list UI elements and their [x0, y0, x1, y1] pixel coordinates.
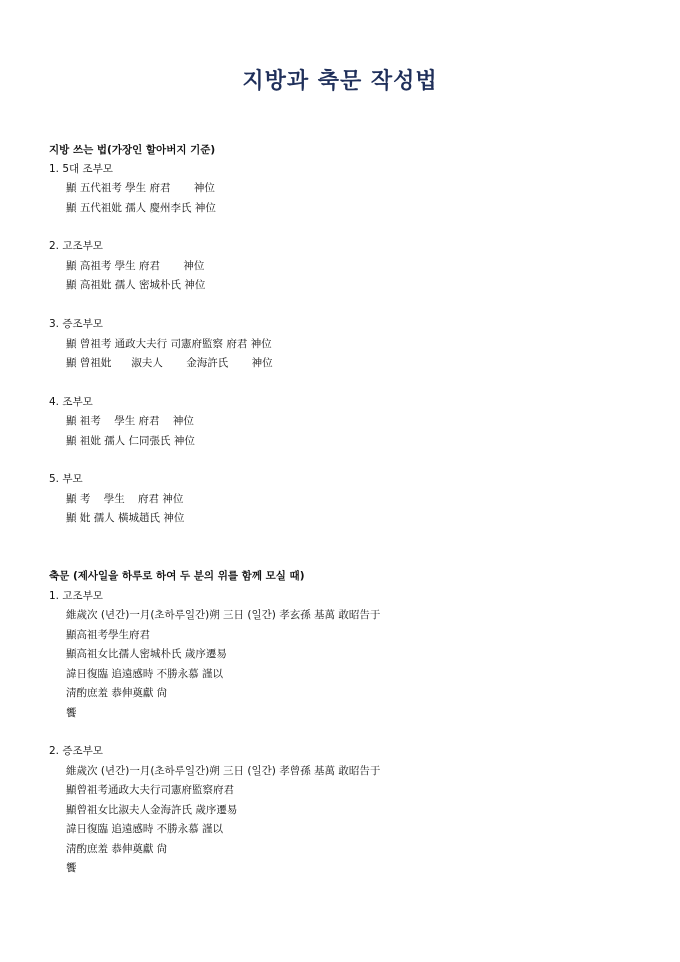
chukmun-item-2-line-1: 維歲次 (년간)一月(초하루일간)朔 三日 (일간) 孝曾孫 基萬 敢昭告于: [66, 765, 381, 777]
jibang-item-3-label: 3. 증조부모: [49, 318, 103, 330]
jibang-item-2-line-2: 顯 高祖妣 孺人 密城朴氏 神位: [66, 279, 206, 291]
chukmun-heading: 축문 (제사일을 하루로 하여 두 분의 위를 함께 모실 때): [49, 570, 305, 582]
chukmun-item-2-line-3: 顯曾祖女比淑夫人金海許氏 歲序遷易: [66, 804, 238, 816]
jibang-item-3-line-1: 顯 曾祖考 通政大夫行 司憲府監察 府君 神位: [66, 338, 272, 350]
jibang-item-2-label: 2. 고조부모: [49, 240, 103, 252]
jibang-item-4-label: 4. 조부모: [49, 396, 93, 408]
chukmun-item-1-line-6: 饗: [66, 707, 77, 719]
chukmun-item-2-line-2: 顯曾祖考通政大夫行司憲府監察府君: [66, 784, 234, 796]
chukmun-item-1-line-3: 顯高祖女比孺人密城朴氏 歲序遷易: [66, 648, 227, 660]
jibang-item-2-line-1: 顯 高祖考 學生 府君 神位: [66, 260, 205, 272]
jibang-heading: 지방 쓰는 법(가장인 할아버지 기준): [49, 144, 216, 156]
chukmun-item-1-line-1: 維歲次 (년간)一月(초하루일간)朔 三日 (일간) 孝玄孫 基萬 敢昭告于: [66, 609, 381, 621]
jibang-item-3-line-2: 顯 曾祖妣 淑夫人 金海許氏 神位: [66, 357, 273, 369]
chukmun-item-1-label: 1. 고조부모: [49, 590, 103, 602]
chukmun-item-2-line-4: 諱日復臨 追遠感時 不勝永慕 謹以: [66, 823, 224, 835]
chukmun-item-1-line-2: 顯高祖考學生府君: [66, 629, 150, 641]
jibang-item-5-line-2: 顯 妣 孺人 橫城趙氏 神位: [66, 512, 185, 524]
jibang-item-1-label: 1. 5대 조부모: [49, 163, 113, 175]
chukmun-item-1-line-4: 諱日復臨 追遠感時 不勝永慕 謹以: [66, 668, 224, 680]
jibang-item-1-line-1: 顯 五代祖考 學生 府君 神位: [66, 182, 215, 194]
jibang-item-4-line-2: 顯 祖妣 孺人 仁同張氏 神位: [66, 435, 195, 447]
jibang-item-4-line-1: 顯 祖考 學生 府君 神位: [66, 415, 194, 427]
jibang-item-5-label: 5. 부모: [49, 473, 83, 485]
chukmun-item-2-line-5: 淸酌庶羞 恭伸奠獻 尙: [66, 843, 168, 855]
chukmun-item-1-line-5: 淸酌庶羞 恭伸奠獻 尙: [66, 687, 168, 699]
chukmun-item-2-label: 2. 증조부모: [49, 745, 103, 757]
jibang-item-5-line-1: 顯 考 學生 府君 神位: [66, 493, 184, 505]
page-title: 지방과 축문 작성법: [242, 69, 438, 94]
jibang-item-1-line-2: 顯 五代祖妣 孺人 慶州李氏 神位: [66, 202, 216, 214]
chukmun-item-2-line-6: 饗: [66, 862, 77, 874]
